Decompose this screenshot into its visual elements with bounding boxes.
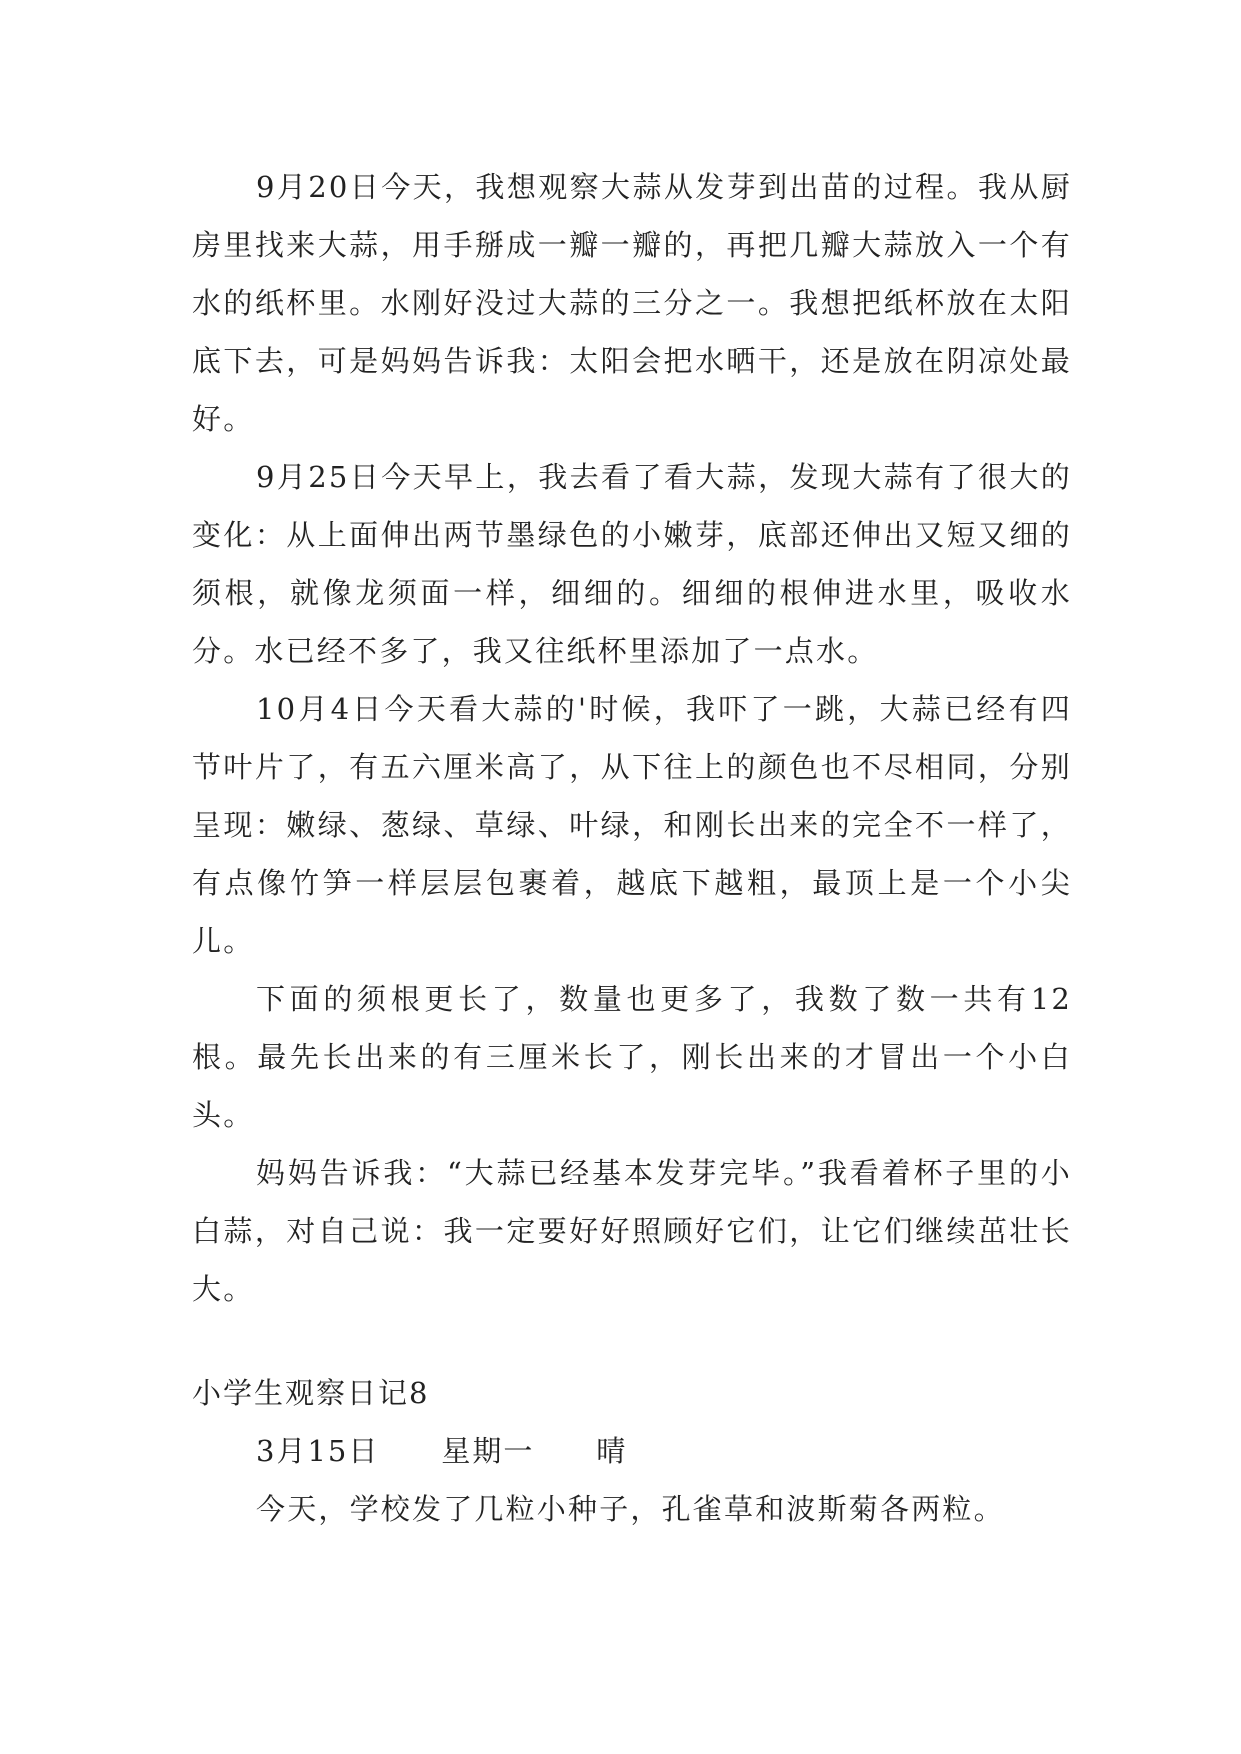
- paragraph-roots: 下面的须根更长了，数量也更多了，我数了数一共有12根。最先长出来的有三厘米长了，刚长出来的才冒出一个小白头。: [192, 982, 1072, 1132]
- paragraph-mom-says: 妈妈告诉我：“大蒜已经基本发芽完毕。”我看着杯子里的小白蒜，对自己说：我一定要好好照顾好它们，让它们继续茁壮长大。: [192, 1156, 1072, 1306]
- paragraph-oct-4: 10月4日今天看大蒜的'时候，我吓了一跳，大蒜已经有四节叶片了，有五六厘米高了，从下往上的颜色也不尽相同，分别呈现：嫩绿、葱绿、草绿、叶绿，和刚长出来的完全不一样了，有点像竹笋一样层层包裹着，越底下越粗，最顶上是一个小尖儿。: [192, 692, 1072, 958]
- diary-weekday: 星期一: [441, 1434, 535, 1468]
- diary-weather: 晴: [596, 1434, 628, 1468]
- diary-date: 3月15日: [256, 1434, 380, 1468]
- section-heading: 小学生观察日记8: [192, 1376, 430, 1410]
- paragraph-sept-25: 9月25日今天早上，我去看了看大蒜，发现大蒜有了很大的变化：从上面伸出两节墨绿色的小嫩芽，底部还伸出又短又细的须根，就像龙须面一样，细细的。细细的根伸进水里，吸收水分。水已经不多了，我又往纸杯里添加了一点水。: [192, 460, 1072, 668]
- diary-dateline: [192, 1422, 1072, 1480]
- paragraph-seeds: 今天，学校发了几粒小种子，孔雀草和波斯菊各两粒。: [256, 1492, 1005, 1526]
- paragraph-sept-20: 9月20日今天，我想观察大蒜从发芽到出苗的过程。我从厨房里找来大蒜，用手掰成一瓣一瓣的，再把几瓣大蒜放入一个有水的纸杯里。水刚好没过大蒜的三分之一。我想把纸杯放在太阳底下去，可是妈妈告诉我：太阳会把水晒干，还是放在阴凉处最好。: [192, 170, 1072, 436]
- document-body: [192, 158, 1072, 1538]
